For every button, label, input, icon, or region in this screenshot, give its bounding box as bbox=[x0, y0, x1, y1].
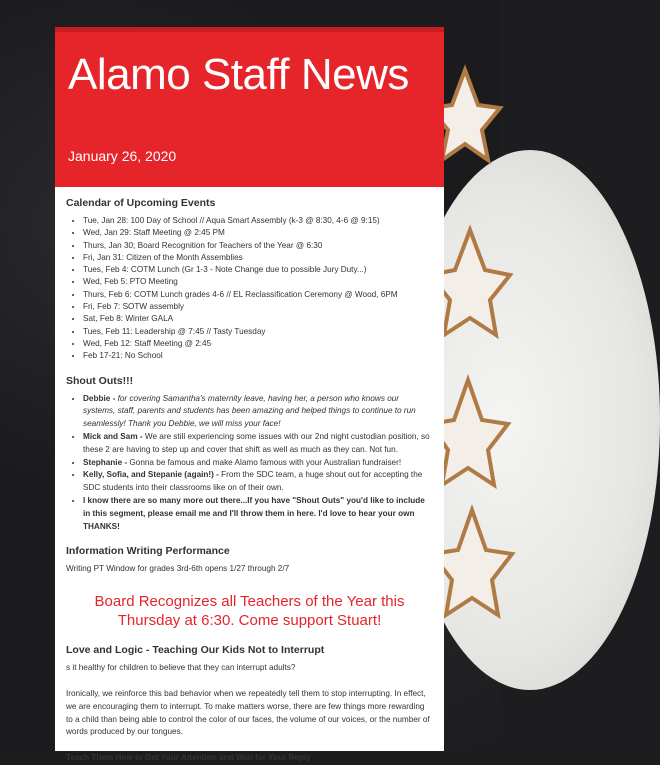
calendar-item: • Tues, Feb 11: Leadership @ 7:45 // Tasty Tuesday bbox=[83, 326, 433, 338]
info-writing-text: Writing PT Window for grades 3rd-6th opens 1/27 through 2/7 bbox=[66, 564, 290, 574]
info-writing-heading: Information Writing Performance bbox=[66, 545, 230, 558]
shoutout-name: Debbie - bbox=[83, 393, 118, 403]
newsletter-header bbox=[55, 27, 444, 187]
calendar-item: • Wed, Jan 29: Staff Meeting @ 2:45 PM bbox=[83, 227, 433, 239]
love-logic-body: Ironically, we reinforce this bad behavior when we repeatedly tell them to stop interrupting. In effect, we are encouraging them to interrupt. To make matters worse, there are few things more rewarding to a child than being able to control the color of our faces, the volume of our voices, or the number of words produced by our tongues. bbox=[66, 688, 430, 737]
calendar-item: • Sat, Feb 8: Winter GALA bbox=[83, 313, 433, 325]
calendar-list bbox=[66, 215, 433, 363]
love-logic-intro: s it healthy for children to believe that they can interrupt adults? bbox=[66, 663, 296, 673]
shoutout-item bbox=[83, 457, 433, 470]
calendar-item: • Tues, Feb 4: COTM Lunch (Gr 1-3 - Note Change due to possible Jury Duty...) bbox=[83, 264, 433, 276]
calendar-item: • Feb 17-21: No School bbox=[83, 350, 433, 362]
board-recognition-banner: Board Recognizes all Teachers of the Year this Thursday at 6:30. Come support Stuart! bbox=[94, 593, 405, 630]
shoutouts-list bbox=[66, 393, 433, 534]
calendar-item: • Wed, Feb 12: Staff Meeting @ 2:45 bbox=[83, 338, 433, 350]
shoutout-text: From the SDC team, a huge shout out for accepting the SDC students into their classrooms like on of their own. bbox=[83, 470, 423, 493]
calendar-item: • Fri, Jan 31: Citizen of the Month Assemblies bbox=[83, 252, 433, 264]
shoutout-item bbox=[83, 469, 433, 495]
shoutout-name: Mick and Sam - bbox=[83, 431, 145, 441]
calendar-item: • Fri, Feb 7: SOTW assembly bbox=[83, 301, 433, 313]
shoutout-text: for covering Samantha's maternity leave, having her, a person who knows our systems, staff, parents and students has been amazing and helped things to continue to run seamlessly! Thank you Debbie, we will miss your face! bbox=[83, 393, 416, 429]
shoutouts-heading: Shout Outs!!! bbox=[66, 374, 134, 387]
calendar-heading: Calendar of Upcoming Events bbox=[66, 197, 216, 209]
shoutout-item bbox=[83, 495, 433, 533]
shoutout-item bbox=[83, 431, 433, 457]
love-logic-heading: Love and Logic - Teaching Our Kids Not to Interrupt bbox=[66, 644, 325, 657]
calendar-item: • Thurs, Feb 6: COTM Lunch grades 4-6 // EL Reclassification Ceremony @ Wood, 6PM bbox=[83, 289, 433, 301]
calendar-item: • Thurs, Jan 30; Board Recognition for Teachers of the Year @ 6:30 bbox=[83, 240, 433, 252]
calendar-item: • Wed, Feb 5: PTO Meeting bbox=[83, 276, 433, 288]
calendar-item: • Tue, Jan 28: 100 Day of School // Aqua Smart Assembly (k-3 @ 8:30, 4-6 @ 9:15) bbox=[83, 215, 433, 227]
shoutout-name: Stephanie - bbox=[83, 457, 130, 467]
newsletter-date: January 26, 2020 bbox=[68, 148, 177, 164]
newsletter-title: Alamo Staff News bbox=[68, 50, 409, 99]
shoutout-name: Kelly, Sofia, and Stepanie (again!) - bbox=[83, 470, 222, 480]
shoutout-text: Gonna be famous and make Alamo famous with your Australian fundraiser! bbox=[129, 457, 402, 467]
shoutout-text: We are still experiencing some issues with our 2nd night custodian position, so these 2 are having to step up and cover that shift as well as much as they can. Not fun. bbox=[83, 431, 430, 454]
shoutout-item bbox=[83, 393, 433, 431]
shoutout-name: I know there are so many more out there...If you have "Shout Outs" you'd like to include in this segment, please email me and I'll throw them in here. I'd love to hear your own THANKS! bbox=[83, 495, 425, 531]
newsletter-sheet bbox=[55, 27, 444, 763]
newsletter-content bbox=[55, 187, 444, 765]
love-logic-subheading: Teach Them How to Get Your Attention and Wait for Your Reply bbox=[66, 753, 311, 763]
